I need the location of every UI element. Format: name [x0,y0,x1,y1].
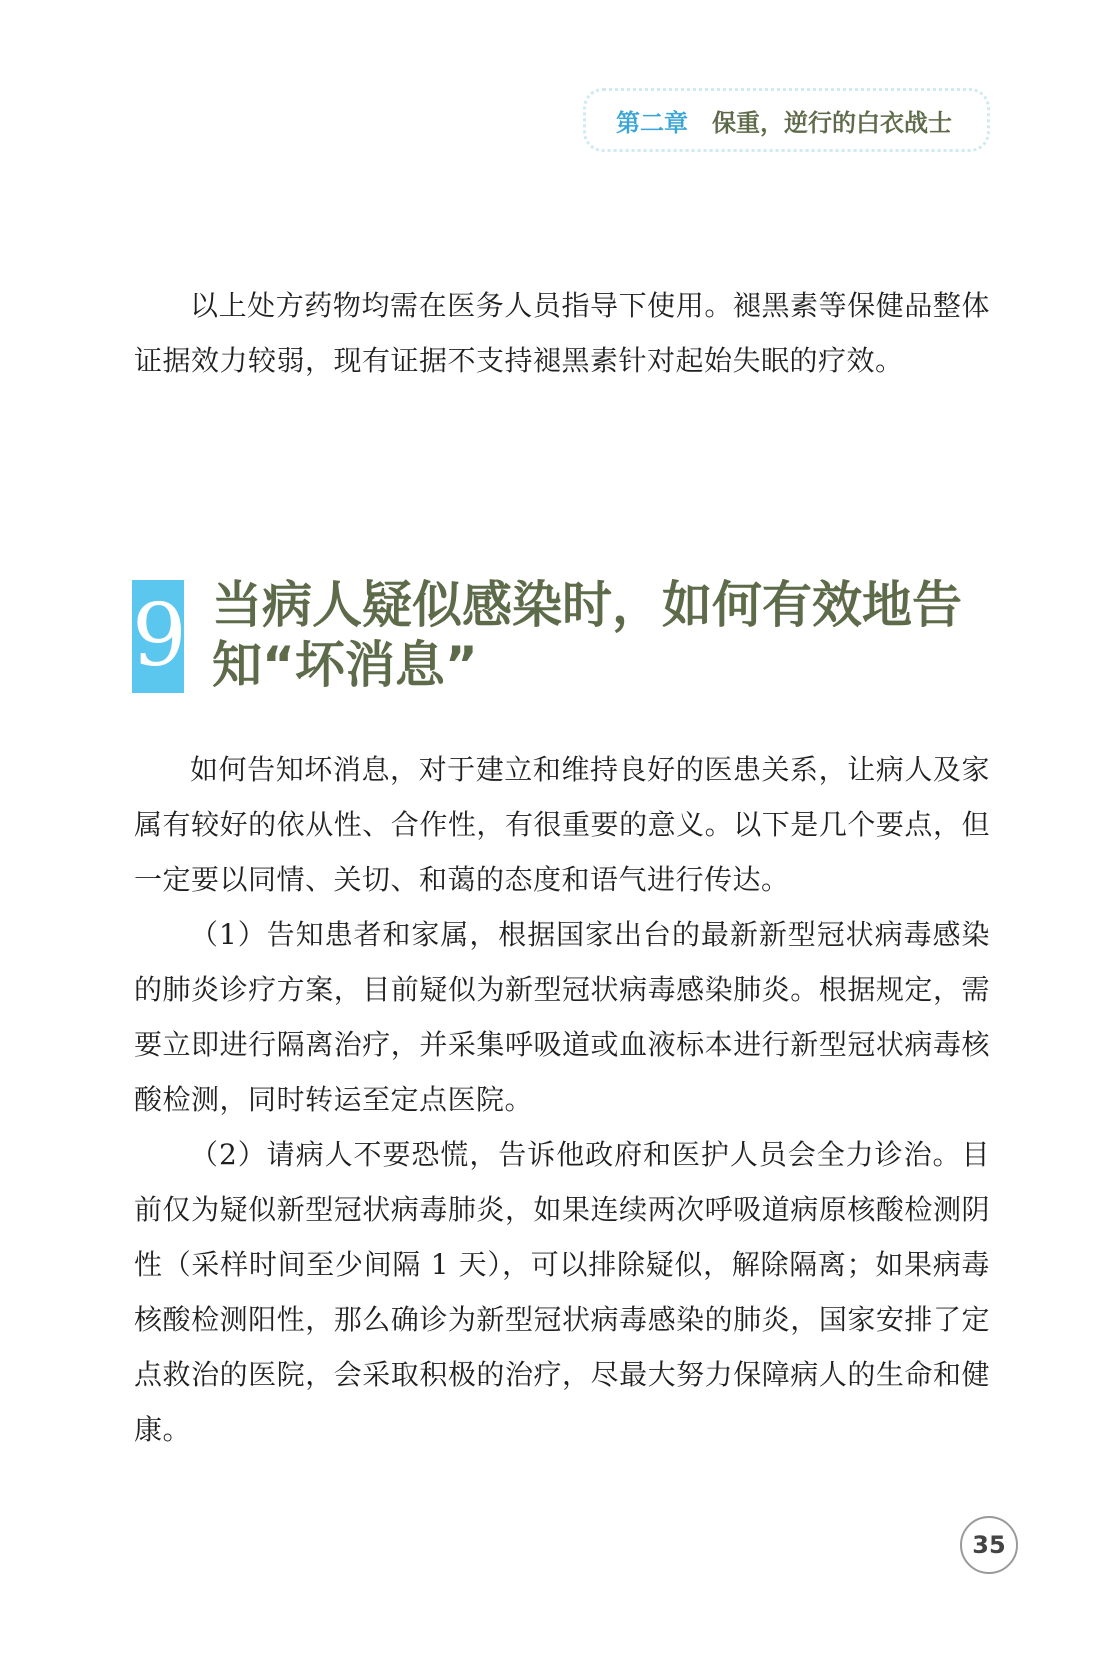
section-body [134,742,990,1457]
section-title: 当病人疑似感染时，如何有效地告知“坏消息” [212,576,962,694]
chapter-label: 第二章 [616,108,688,137]
chapter-subtitle: 保重，逆行的白衣战士 [712,108,952,137]
body-paragraph: 如何告知坏消息，对于建立和维持良好的医患关系，让病人及家属有较好的依从性、合作性，有很重要的意义。以下是几个要点，但一定要以同情、关切、和蔼的态度和语气进行传达。 [134,753,990,896]
body-paragraph: （1）告知患者和家属，根据国家出台的最新新型冠状病毒感染的肺炎诊疗方案，目前疑似为新型冠状病毒感染肺炎。根据规定，需要立即进行隔离治疗，并采集呼吸道或血液标本进行新型冠状病毒核酸检测，同时转运至定点医院。 [134,918,990,1116]
intro-paragraph: 以上处方药物均需在医务人员指导下使用。褪黑素等保健品整体证据效力较弱，现有证据不支持褪黑素针对起始失眠的疗效。 [134,289,990,377]
chapter-header-tag [583,88,990,152]
body-paragraph: （2）请病人不要恐慌，告诉他政府和医护人员会全力诊治。目前仅为疑似新型冠状病毒肺炎，如果连续两次呼吸道病原核酸检测阴性（采样时间至少间隔 1 天），可以排除疑似，解除隔离；如果病毒核酸检测阳性，那么确诊为新型冠状病毒感染的肺炎，国家安排了定点救治的医院，会采取积极的治疗，尽最大努力保障病人的生命和健康。 [134,1138,990,1446]
section-number-badge: 9 [132,580,184,693]
page-number: 35 [960,1516,1018,1574]
